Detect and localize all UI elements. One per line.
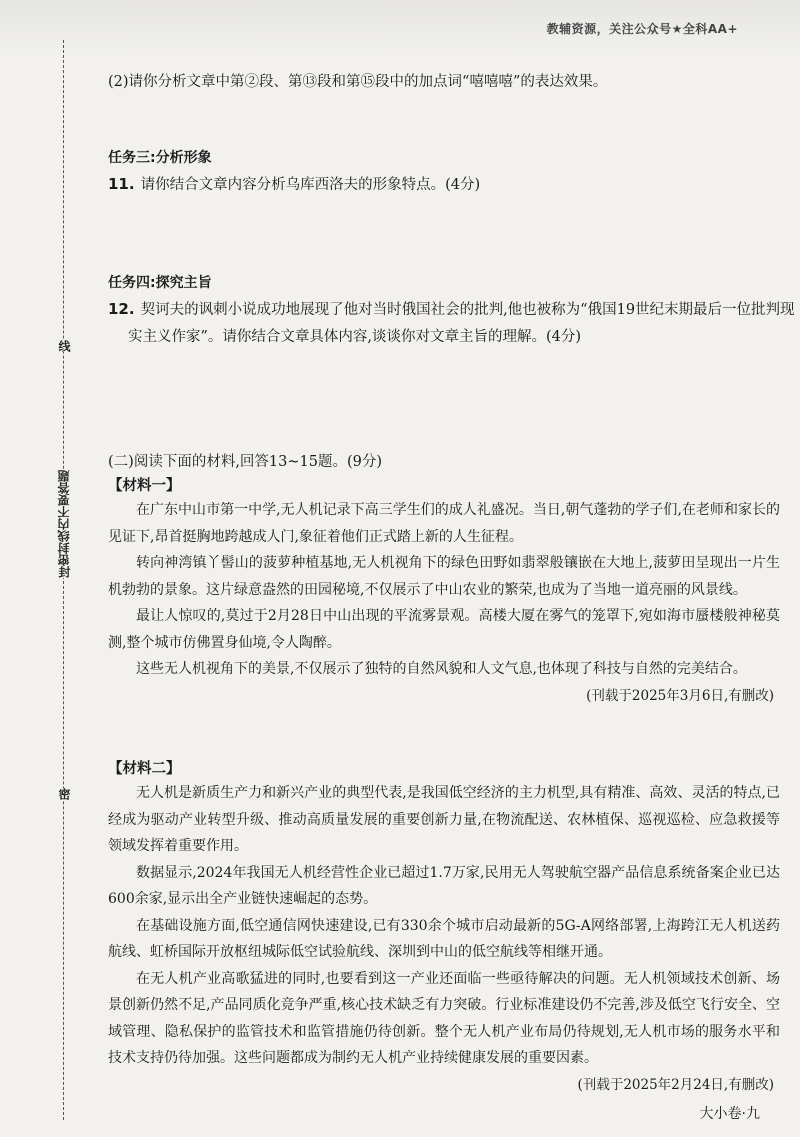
page-footer: 大小卷·九: [699, 1106, 760, 1122]
binding-mark-bottom: 密: [57, 788, 71, 800]
material-1-source: (刊载于2025年3月6日,有删改): [586, 687, 774, 704]
material-2-paragraph: 无人机是新质生产力和新兴产业的典型代表,是我国低空经济的主力机型,具有精准、高效、灵活的特点,已经成为驱动产业转型升级、推动高质量发展的重要创新力量,在物流配送、农林植保、巡视巡检、应急救援等领域发挥着重要作用。: [108, 785, 780, 854]
binding-mark-top: 线: [57, 340, 71, 352]
material-1-paragraph: 转向神湾镇丫髻山的菠萝种植基地,无人机视角下的绿色田野如翡翠般镶嵌在大地上,菠萝田呈现出一片生机勃勃的景象。这片绿意盎然的田园秘境,不仅展示了中山农业的繁荣,也成为了当地一道亮丽的风景线。: [108, 555, 780, 598]
header-note: 教辅资源，关注公众号★全科AA+: [546, 22, 738, 36]
material-1-paragraph: 在广东中山市第一中学,无人机记录下高三学生们的成人礼盛况。当日,朝气蓬勃的学子们,在老师和家长的见证下,昂首挺胸地跨越成人门,象征着他们正式踏上新的人生征程。: [108, 502, 780, 545]
material-1-heading: 【材料一】: [108, 478, 181, 494]
material-2-paragraph: 在基础设施方面,低空通信网快速建设,已有330余个城市启动最新的5G-A网络部署,上海跨江无人机送药航线、虹桥国际开放枢纽城际低空试验航线、深圳到中山的低空航线等相继开通。: [108, 917, 780, 960]
section2-intro: (二)阅读下面的材料,回答13~15题。(9分): [108, 454, 383, 470]
question-12: [108, 296, 800, 351]
question-11-text: 请你结合文章内容分析乌库西洛夫的形象特点。(4分): [140, 177, 481, 193]
question-10-part-2: (2)请你分析文章中第②段、第⑬段和第⑮段中的加点词“嘻嘻嘻”的表达效果。: [108, 74, 608, 90]
question-11-number: 11.: [108, 175, 135, 193]
material-2-paragraph: 数据显示,2024年我国无人机经营性企业已超过1.7万家,民用无人驾驶航空器产品信息系统备案企业已达600余家,显示出全产业链快速崛起的态势。: [108, 864, 780, 907]
question-12-number: 12.: [108, 300, 135, 318]
material-2: [108, 755, 780, 1098]
binding-dashed-line: [63, 40, 64, 1120]
task3-heading: 任务三:分析形象: [108, 150, 212, 166]
material-1-paragraph: 这些无人机视角下的美景,不仅展示了独特的自然风貌和人文气息,也体现了科技与自然的完美结合。: [136, 661, 747, 677]
material-2-paragraph: 在无人机产业高歌猛进的同时,也要看到这一产业还面临一些亟待解决的问题。无人机领域技术创新、场景创新仍然不足,产品同质化竞争严重,核心技术缺乏有力突破。行业标准建设仍不完善,涉及低空飞行安全、空域管理、隐私保护的监管技术和监管措施仍待创新。整个无人机产业布局仍待规划,无人机市场的服务水平和技术支持仍待加强。这些问题都成为制约无人机产业持续健康发展的重要因素。: [108, 970, 780, 1066]
question-12-text: 契诃夫的讽刺小说成功地展现了他对当时俄国社会的批判,他也被称为“俄国19世纪末期最后一位批判现实主义作家”。请你结合文章具体内容,谈谈你对文章主旨的理解。(4分): [128, 302, 795, 345]
binding-mark-middle: 封: [57, 566, 71, 578]
material-1: [108, 472, 780, 709]
material-1-paragraph: 最让人惊叹的,莫过于2月28日中山出现的平流雾景观。高楼大厦在雾气的笼罩下,宛如海市蜃楼般神秘莫测,整个城市仿佛置身仙境,令人陶醉。: [108, 608, 780, 651]
binding-note: 密封线内不要答题: [57, 470, 71, 566]
material-2-source: (刊载于2025年2月24日,有删改): [577, 1076, 774, 1093]
task4-heading: 任务四:探究主旨: [108, 275, 212, 291]
material-2-heading: 【材料二】: [108, 761, 181, 777]
question-11: [108, 172, 800, 197]
